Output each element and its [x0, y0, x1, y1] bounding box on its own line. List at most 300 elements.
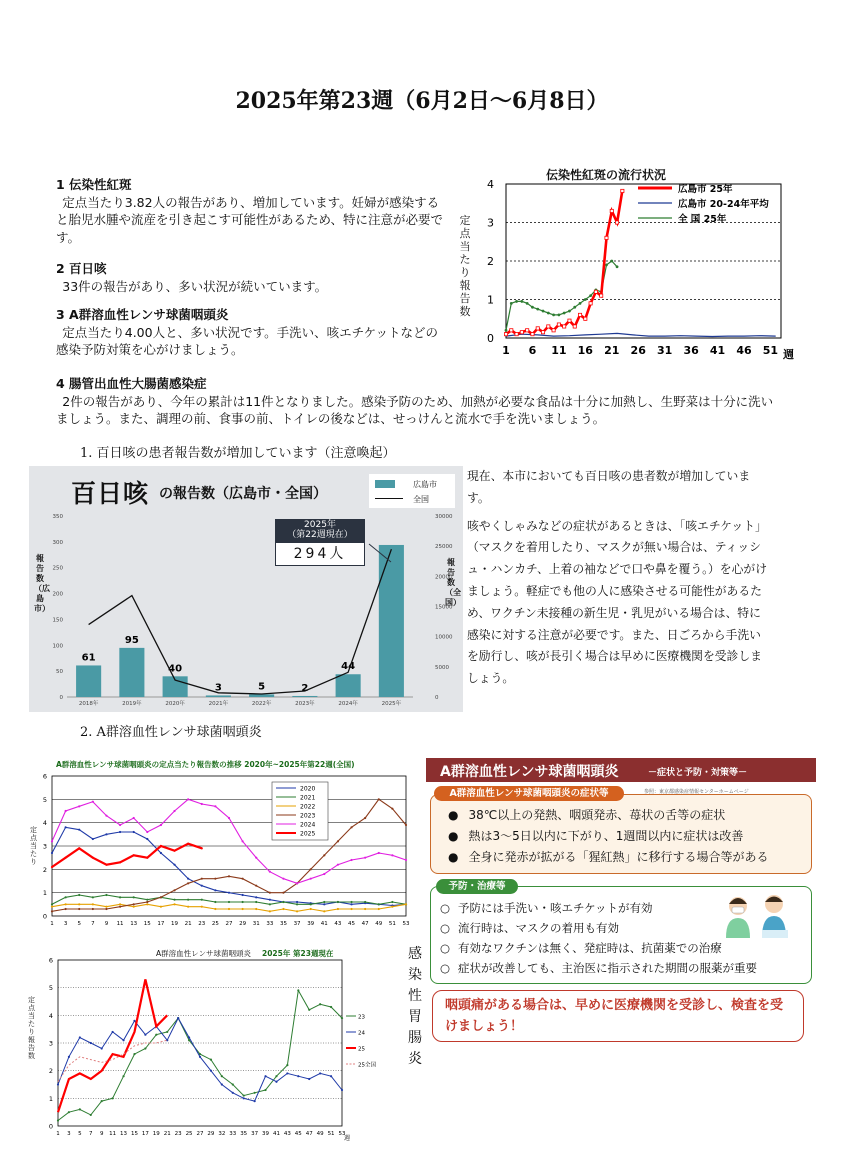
data-point: [187, 906, 189, 908]
data-point: [286, 1064, 288, 1066]
data-point: [308, 1009, 310, 1011]
data-point: [275, 1075, 277, 1077]
chart-title-small: の報告数（広島市・全国）: [159, 486, 327, 502]
bar: [336, 674, 361, 697]
x-tick-label: 2022年: [251, 701, 272, 707]
data-point: [105, 815, 107, 817]
data-point: [51, 866, 53, 868]
data-point: [78, 847, 80, 849]
x-tick-label: 21: [163, 1131, 171, 1137]
data-point: [254, 1092, 256, 1094]
data-point: [92, 801, 94, 803]
data-point: [573, 325, 576, 328]
y-tick-label: 1: [42, 889, 47, 898]
chart-ylabel: 定点当たり報告数: [459, 214, 471, 318]
data-point: [255, 901, 257, 903]
data-point: [526, 302, 529, 305]
legend-label: 広島市 25年: [678, 184, 733, 195]
y-tick-label: 150: [52, 617, 63, 624]
data-point: [405, 859, 407, 861]
x-tick-label: 51: [388, 921, 396, 927]
x-tick-label: 5: [78, 1131, 82, 1137]
y-tick-label: 2: [48, 1067, 53, 1076]
data-point: [133, 906, 135, 908]
y-tick-label: 0: [48, 1122, 53, 1131]
data-point: [160, 906, 162, 908]
x-tick-label: 11: [116, 921, 124, 927]
x-tick-label: 49: [375, 921, 383, 927]
x-tick-label: 51: [327, 1131, 335, 1137]
data-label: 44: [341, 661, 356, 673]
panel-header: [426, 758, 816, 782]
data-point: [146, 838, 148, 840]
data-point: [594, 290, 597, 293]
x-tick-label: 11: [551, 344, 567, 357]
data-point: [214, 901, 216, 903]
data-point: [166, 1031, 168, 1033]
x-tick-label: 1: [502, 344, 510, 357]
data-point: [243, 1097, 245, 1099]
data-point: [584, 317, 587, 320]
erythema-chart: [476, 164, 792, 364]
x-tick-label: 13: [130, 921, 138, 927]
data-point: [350, 901, 352, 903]
legend-label: 25: [358, 1046, 365, 1053]
x-tick-label: 29: [207, 1131, 215, 1137]
data-point: [199, 1056, 201, 1058]
prevention-text: 予防には手洗い・咳エチケットが有効: [458, 901, 653, 915]
data-point: [378, 908, 380, 910]
data-point: [187, 878, 189, 880]
x-tick-label: 1: [50, 921, 54, 927]
side-text: 感染性胃腸炎: [408, 946, 422, 1067]
data-point: [105, 894, 107, 896]
data-point: [78, 903, 80, 905]
data-point: [579, 302, 582, 305]
data-point: [323, 903, 325, 905]
data-point: [600, 294, 603, 297]
data-point: [323, 910, 325, 912]
data-point: [187, 882, 189, 884]
bar: [249, 694, 274, 697]
data-point: [105, 833, 107, 835]
x-tick-label: 15: [143, 921, 151, 927]
x-tick-label: 7: [89, 1131, 93, 1137]
chart-title: A群溶血性レンサ球菌咽頭炎の定点当たり報告数の推移 2020年~2025年第22週(全国): [56, 760, 355, 769]
data-point: [264, 1075, 266, 1077]
data-point: [578, 313, 581, 316]
data-point: [547, 312, 550, 315]
data-point: [51, 852, 53, 854]
legend-national: 全国: [413, 495, 429, 504]
data-label: 61: [81, 652, 96, 664]
y-tick-label: 2: [487, 255, 494, 268]
data-point: [255, 908, 257, 910]
data-point: [65, 857, 67, 859]
data-point: [589, 302, 592, 305]
data-point: [160, 852, 162, 854]
x-tick-label: 46: [736, 344, 752, 357]
data-point: [378, 903, 380, 905]
data-point: [350, 908, 352, 910]
x-tick-label: 3: [67, 1131, 71, 1137]
data-point: [605, 263, 608, 266]
y-tick-label: 200: [52, 591, 63, 598]
legend-city: 広島市: [413, 480, 437, 489]
data-point: [78, 805, 80, 807]
x-tick-label: 2021年: [208, 701, 229, 707]
data-point: [615, 221, 618, 224]
data-point: [57, 1083, 59, 1085]
data-point: [510, 302, 513, 305]
symptom-text: 熱は3〜5日以内に下がり、1週間以内に症状は改善: [468, 829, 744, 843]
data-point: [350, 903, 352, 905]
x-tick-label: 9: [104, 921, 109, 927]
data-point: [155, 1034, 157, 1036]
y-tick-label: 30000: [435, 514, 453, 520]
data-point: [201, 899, 203, 901]
x-tick-label: 45: [348, 921, 356, 927]
warning-box: [432, 990, 804, 1042]
x-tick-label: 2020年: [165, 701, 185, 707]
data-point: [552, 314, 555, 317]
x-tick-label: 17: [157, 921, 165, 927]
data-point: [242, 878, 244, 880]
data-point: [51, 903, 53, 905]
section-heading: 4 腸管出血性大腸菌感染症: [56, 376, 207, 391]
data-point: [269, 910, 271, 912]
data-point: [133, 854, 135, 856]
x-tick-label: 11: [109, 1131, 117, 1137]
data-point: [221, 1075, 223, 1077]
data-point: [201, 878, 203, 880]
data-point: [542, 310, 545, 313]
data-point: [282, 892, 284, 894]
x-tick-label: 41: [709, 344, 726, 357]
pertussis-chart-panel: [29, 466, 463, 712]
x-tick-label: 27: [225, 921, 233, 927]
ylabel-left: 報告数（広島市）: [34, 554, 50, 613]
data-point: [308, 1078, 310, 1080]
data-point: [296, 901, 298, 903]
data-point: [105, 906, 107, 908]
data-point: [282, 901, 284, 903]
y-tick-label: 25000: [435, 544, 453, 551]
chart-ylabel: 定点当たり報告数: [28, 996, 35, 1060]
data-point: [557, 323, 560, 326]
x-tick-label: 41: [320, 921, 328, 927]
data-point: [119, 896, 121, 898]
ylabel-right: 報告数（全国）: [445, 558, 461, 607]
data-point: [350, 859, 352, 861]
callout-header: [275, 519, 365, 542]
data-point: [51, 910, 53, 912]
data-point: [133, 1020, 135, 1022]
y-tick-label: 1: [487, 293, 494, 307]
data-point: [214, 805, 216, 807]
strep-info-panel: [426, 758, 816, 1050]
callout-line1: 2025年: [304, 520, 336, 530]
data-point: [133, 896, 135, 898]
x-tick-label: 33: [266, 921, 274, 927]
circle-icon: ○: [440, 901, 451, 915]
data-label: 3: [214, 682, 222, 694]
pertussis-text: [467, 466, 767, 690]
warning-text: 咽頭痛がある場合は、早めに医療機関を受診し、検査を受けましょう！: [445, 998, 784, 1034]
data-point: [221, 1083, 223, 1085]
source-note: 参照：東京都感染症情報センターホームページ: [644, 789, 749, 795]
data-point: [57, 1119, 59, 1121]
bar: [292, 696, 317, 697]
y-tick-label: 0: [59, 695, 63, 701]
data-point: [557, 314, 560, 317]
y-tick-label: 250: [52, 565, 63, 572]
data-point: [177, 1017, 179, 1019]
legend-label: 23: [358, 1014, 365, 1021]
data-point: [610, 260, 613, 263]
data-point: [405, 824, 407, 826]
chart-subtitle: 2025年 第23週現在: [262, 949, 334, 958]
x-tick-label: 43: [283, 1131, 291, 1137]
x-tick-label: 25: [211, 921, 219, 927]
data-point: [101, 1047, 103, 1049]
bar: [379, 545, 404, 697]
data-point: [310, 903, 312, 905]
circle-icon: ○: [440, 921, 451, 935]
panel-subtitle: －症状と予防・対策等－: [648, 768, 748, 778]
data-point: [568, 310, 571, 313]
data-point: [391, 808, 393, 810]
strep-subheading: 2. A群溶血性レンサ球菌咽頭炎: [80, 725, 262, 740]
data-point: [323, 854, 325, 856]
data-point: [146, 903, 148, 905]
y-tick-label: 5000: [435, 664, 449, 671]
data-point: [531, 333, 534, 336]
section-erythema: [56, 176, 450, 246]
section-strep: [56, 306, 450, 359]
x-tick-label: 47: [305, 1131, 313, 1137]
data-point: [264, 1089, 266, 1091]
data-point: [319, 1072, 321, 1074]
x-tick-label: 31: [656, 344, 673, 357]
chart-title-big: 百日咳: [71, 479, 150, 508]
bar: [206, 695, 231, 697]
legend-label: 2021: [300, 794, 316, 802]
x-tick-label: 37: [293, 921, 301, 927]
y-tick-label: 4: [487, 178, 494, 191]
data-point: [310, 878, 312, 880]
data-point: [210, 1070, 212, 1072]
data-point: [296, 882, 298, 884]
x-tick-label: 29: [239, 921, 247, 927]
y-tick-label: 10000: [435, 634, 453, 641]
data-point: [173, 889, 175, 891]
legend-label: 2020: [300, 785, 316, 793]
section-body: 33件の報告があり、多い状況が続いています。: [62, 278, 328, 294]
data-point: [146, 901, 148, 903]
symptom-text: 全身に発赤が拡がる「猩紅熱」に移行する場合等がある: [468, 850, 769, 864]
data-point: [146, 857, 148, 859]
data-point: [214, 889, 216, 891]
prevention-text: 症状が改善しても、主治医に指示された期間の服薬が重要: [458, 961, 758, 975]
data-point: [92, 903, 94, 905]
data-point: [146, 899, 148, 901]
section-heading: 1 伝染性紅斑: [56, 177, 132, 192]
data-point: [563, 325, 566, 328]
bullet-icon: ●: [448, 828, 459, 843]
x-tick-label: 13: [120, 1131, 128, 1137]
data-point: [214, 908, 216, 910]
data-point: [65, 903, 67, 905]
data-point: [242, 901, 244, 903]
x-tick-label: 49: [316, 1131, 324, 1137]
x-tick-label: 21: [184, 921, 192, 927]
chart-title: 伝染性紅斑の流行状況: [546, 168, 667, 182]
y-tick-label: 0: [42, 912, 47, 921]
x-tick-label: 53: [338, 1131, 346, 1137]
data-point: [144, 1047, 146, 1049]
data-point: [119, 861, 121, 863]
y-tick-label: 5: [48, 984, 53, 993]
bar: [119, 648, 144, 697]
y-tick-label: 3: [487, 216, 494, 230]
callout-line2: （第22週現在）: [287, 530, 353, 540]
data-point: [78, 894, 80, 896]
x-tick-label: 31: [252, 921, 260, 927]
bullet-icon: ●: [448, 849, 459, 864]
x-tick-label: 19: [171, 921, 179, 927]
callout-value: 294人: [275, 542, 365, 566]
data-point: [188, 1036, 190, 1038]
y-tick-label: 15000: [435, 604, 453, 611]
y-tick-label: 100: [52, 643, 63, 650]
list-item: [448, 825, 798, 846]
data-point: [378, 798, 380, 800]
data-point: [201, 885, 203, 887]
section-body: 2件の報告があり、今年の累計は11件となりました。感染予防のため、加熱が必要な食品は十分に加熱し、生野菜は十分に洗いましょう。また、調理の前、食事の前、トイレの後などは、せっけんと流水で手を洗いましょう。: [56, 393, 774, 426]
x-tick-label: 33: [229, 1131, 237, 1137]
data-point: [350, 826, 352, 828]
x-tick-label: 41: [272, 1131, 280, 1137]
data-point: [297, 1075, 299, 1077]
data-point: [214, 878, 216, 880]
data-point: [330, 1075, 332, 1077]
data-point: [573, 306, 576, 309]
data-point: [391, 906, 393, 908]
legend-label: 広島市 20-24年平均: [678, 199, 769, 210]
data-point: [51, 906, 53, 908]
legend-label: 全 国 25年: [678, 214, 727, 225]
data-point: [337, 908, 339, 910]
circle-icon: ○: [440, 941, 451, 955]
data-point: [228, 892, 230, 894]
prevention-text: 流行時は、マスクの着用も有効: [458, 921, 620, 935]
symptom-text: 38℃以上の発熱、咽頭発赤、苺状の舌等の症状: [468, 808, 726, 822]
legend-label: 25全国: [358, 1062, 376, 1069]
y-tick-label: 3: [48, 1039, 53, 1048]
data-point: [65, 908, 67, 910]
data-point: [337, 840, 339, 842]
data-point: [391, 901, 393, 903]
data-point: [160, 896, 162, 898]
symptom-list: [448, 804, 798, 867]
data-point: [282, 908, 284, 910]
data-point: [242, 894, 244, 896]
section-pertussis: [56, 260, 450, 295]
data-point: [568, 319, 571, 322]
y-tick-label: 0: [435, 695, 439, 701]
x-unit-label: 週: [783, 348, 794, 361]
data-point: [269, 871, 271, 873]
y-tick-label: 1: [48, 1094, 53, 1103]
y-tick-label: 6: [48, 956, 53, 965]
data-point: [232, 1083, 234, 1085]
data-point: [520, 300, 523, 303]
data-point: [584, 298, 587, 301]
data-point: [68, 1056, 70, 1058]
x-unit-label: 週: [344, 1135, 351, 1142]
data-point: [187, 843, 189, 845]
x-tick-label: 2019年: [122, 701, 142, 707]
data-point: [296, 903, 298, 905]
x-tick-label: 37: [251, 1131, 259, 1137]
x-tick-label: 43: [334, 921, 342, 927]
data-point: [79, 1108, 81, 1110]
data-point: [547, 325, 550, 328]
data-point: [405, 903, 407, 905]
chart-title: A群溶血性レンサ球菌咽頭炎: [156, 949, 251, 958]
data-point: [119, 824, 121, 826]
y-tick-label: 4: [42, 819, 47, 828]
data-point: [255, 896, 257, 898]
data-point: [391, 854, 393, 856]
x-tick-label: 25: [185, 1131, 193, 1137]
x-tick-label: 2024年: [338, 701, 358, 707]
y-tick-label: 300: [52, 539, 63, 546]
data-point: [504, 333, 507, 336]
data-point: [364, 908, 366, 910]
data-point: [90, 1114, 92, 1116]
data-point: [255, 857, 257, 859]
data-point: [92, 838, 94, 840]
data-point: [337, 864, 339, 866]
data-point: [201, 803, 203, 805]
data-point: [520, 331, 523, 334]
y-tick-label: 20000: [435, 574, 453, 581]
panel-title: A群溶血性レンサ球菌咽頭炎: [440, 764, 619, 780]
data-point: [133, 1053, 135, 1055]
pertussis-subheading: 1. 百日咳の患者報告数が増加しています（注意喚起）: [80, 446, 396, 461]
data-point: [364, 817, 366, 819]
x-tick-label: 21: [604, 344, 620, 357]
legend-label: 2025: [300, 830, 316, 838]
data-point: [90, 1042, 92, 1044]
x-tick-label: 26: [630, 344, 646, 357]
data-point: [187, 899, 189, 901]
legend-label: 2022: [300, 803, 316, 811]
data-point: [531, 306, 534, 309]
data-point: [112, 1097, 114, 1099]
data-point: [101, 1100, 103, 1102]
data-point: [616, 265, 619, 268]
data-point: [146, 831, 148, 833]
section-ehec: [56, 375, 776, 428]
data-label: 40: [168, 663, 183, 675]
symptom-header: A群溶血性レンサ球菌咽頭炎の症状等: [434, 786, 624, 801]
data-point: [210, 1059, 212, 1061]
data-point: [275, 1081, 277, 1083]
data-point: [536, 308, 539, 311]
